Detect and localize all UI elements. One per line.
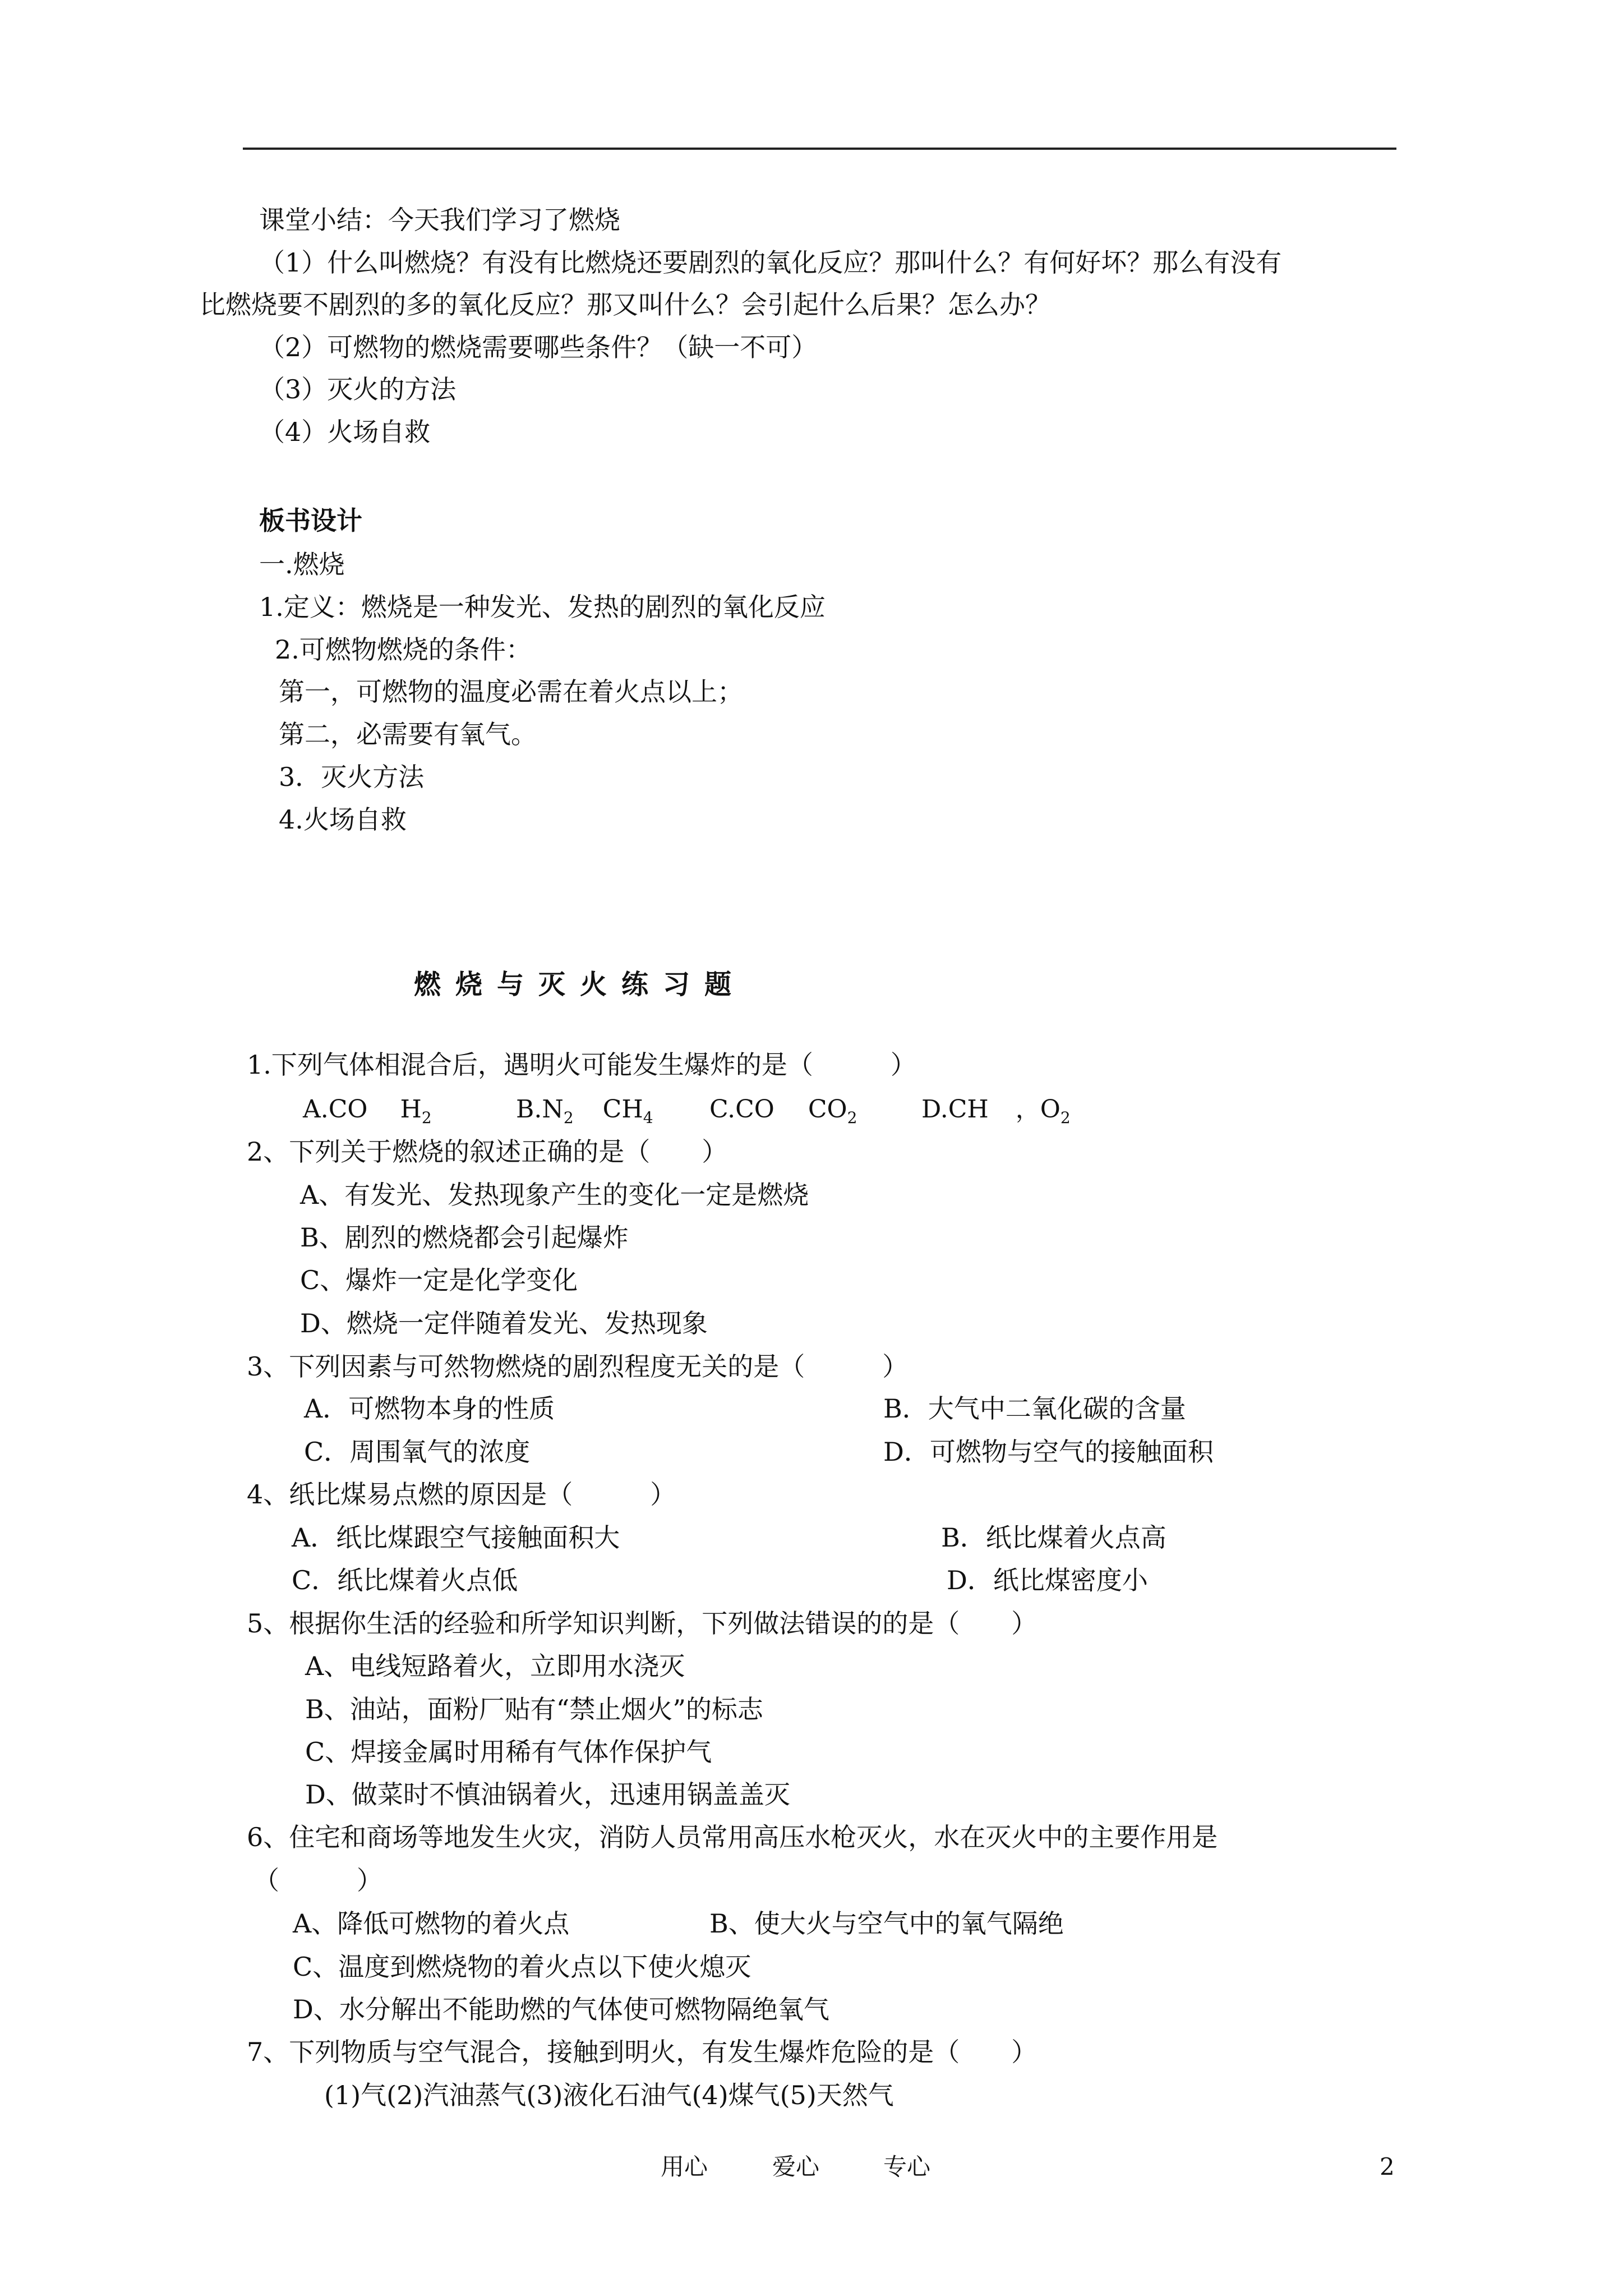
exercise-title: 燃烧与灭火练习题 bbox=[414, 969, 746, 1000]
q3-option-b: B．大气中二氧化碳的含量 bbox=[883, 1393, 1186, 1424]
board-item-3: 3．灭火方法 bbox=[279, 762, 425, 792]
q2-stem: 2、下列关于燃烧的叙述正确的是（ ） bbox=[247, 1137, 728, 1167]
header-rule bbox=[243, 148, 1396, 150]
summary-q1-line2: 比燃烧要不剧烈的多的氧化反应？那又叫什么？会引起什么后果？怎么办？ bbox=[200, 289, 1051, 320]
q5-option-c: C、焊接金属时用稀有气体作保护气 bbox=[305, 1737, 712, 1767]
q4-option-a: A．纸比煤跟空气接触面积大 bbox=[292, 1522, 620, 1553]
summary-q4: （4）火场自救 bbox=[259, 417, 431, 447]
footer-motto-2: 爱心 bbox=[772, 2153, 820, 2180]
q6-option-c: C、温度到燃烧物的着火点以下使火熄灭 bbox=[293, 1952, 751, 1982]
footer-motto-3: 专心 bbox=[883, 2153, 931, 2180]
board-item-2: 2.可燃物燃烧的条件： bbox=[275, 634, 532, 665]
q4-option-b: B．纸比煤着火点高 bbox=[941, 1522, 1166, 1553]
q1-stem: 1.下列气体相混合后，遇明火可能发生爆炸的是（ ） bbox=[247, 1050, 916, 1080]
board-item-4: 4.火场自救 bbox=[279, 804, 407, 835]
q5-stem: 5、根据你生活的经验和所学知识判断，下列做法错误的的是（ ） bbox=[247, 1608, 1038, 1639]
summary-q3: （3）灭火的方法 bbox=[259, 374, 457, 404]
board-item-1: 1.定义：燃烧是一种发光、发热的剧烈的氧化反应 bbox=[259, 592, 826, 622]
q5-option-d: D、做菜时不慎油锅着火，迅速用锅盖盖灭 bbox=[305, 1779, 790, 1810]
q2-option-c: C、爆炸一定是化学变化 bbox=[300, 1265, 578, 1295]
q6-option-b: B、使大火与空气中的氧气隔绝 bbox=[709, 1908, 1064, 1939]
q6-stem-line2: （ ） bbox=[253, 1865, 382, 1895]
q4-option-d: D．纸比煤密度小 bbox=[947, 1565, 1148, 1595]
q2-option-b: B、剧烈的燃烧都会引起爆炸 bbox=[300, 1222, 629, 1253]
summary-heading: 课堂小结：今天我们学习了燃烧 bbox=[259, 205, 620, 235]
q5-option-b: B、油站，面粉厂贴有“禁止烟火”的标志 bbox=[305, 1694, 763, 1724]
q1-option-c: C.CO $CO_2$ bbox=[709, 1095, 857, 1127]
page-number: 2 bbox=[1380, 2153, 1395, 2180]
q2-option-a: A、有发光、发热现象产生的变化一定是燃烧 bbox=[300, 1180, 809, 1210]
q5-option-a: A、电线短路着火，立即用水浇灭 bbox=[305, 1651, 685, 1681]
q1-option-b: $B.N_2$ $CH_4$ bbox=[516, 1095, 653, 1127]
q3-option-d: D．可燃物与空气的接触面积 bbox=[883, 1437, 1214, 1467]
board-section: 一.燃烧 bbox=[259, 549, 345, 579]
q4-stem: 4、纸比煤易点燃的原因是（ ） bbox=[247, 1479, 676, 1510]
q6-stem-line1: 6、住宅和商场等地发生火灾，消防人员常用高压水枪灭火，水在灭火中的主要作用是 bbox=[247, 1822, 1218, 1852]
board-condition-2: 第二，必需要有氧气。 bbox=[279, 719, 537, 749]
q6-option-d: D、水分解出不能助燃的气体使可燃物隔绝氧气 bbox=[293, 1994, 829, 2024]
q1-option-d: D.CH ，$O_2$ bbox=[921, 1095, 1071, 1127]
summary-q1-line1: （1）什么叫燃烧？有没有比燃烧还要剧烈的氧化反应？那叫什么？有何好坏？那么有没有 bbox=[259, 247, 1282, 278]
q7-options: (1)气(2)汽油蒸气(3)液化石油气(4)煤气(5)天然气 bbox=[324, 2080, 894, 2110]
q4-option-c: C．纸比煤着火点低 bbox=[292, 1565, 518, 1595]
q3-stem: 3、下列因素与可然物燃烧的剧烈程度无关的是（ ） bbox=[247, 1351, 909, 1382]
q7-stem: 7、下列物质与空气混合，接触到明火，有发生爆炸危险的是（ ） bbox=[247, 2037, 1038, 2067]
q2-option-d: D、燃烧一定伴随着发光、发热现象 bbox=[300, 1308, 708, 1338]
board-condition-1: 第一，可燃物的温度必需在着火点以上； bbox=[279, 677, 743, 707]
footer-motto-1: 用心 bbox=[661, 2153, 708, 2180]
summary-q2: （2）可燃物的燃烧需要哪些条件？（缺一不可） bbox=[259, 332, 818, 362]
q1-option-a: A.CO $H_2$ bbox=[303, 1095, 432, 1127]
board-heading: 板书设计 bbox=[259, 505, 362, 536]
q3-option-c: C．周围氧气的浓度 bbox=[304, 1437, 531, 1467]
q3-option-a: A．可燃物本身的性质 bbox=[304, 1393, 555, 1424]
q6-option-a: A、降低可燃物的着火点 bbox=[293, 1908, 570, 1939]
